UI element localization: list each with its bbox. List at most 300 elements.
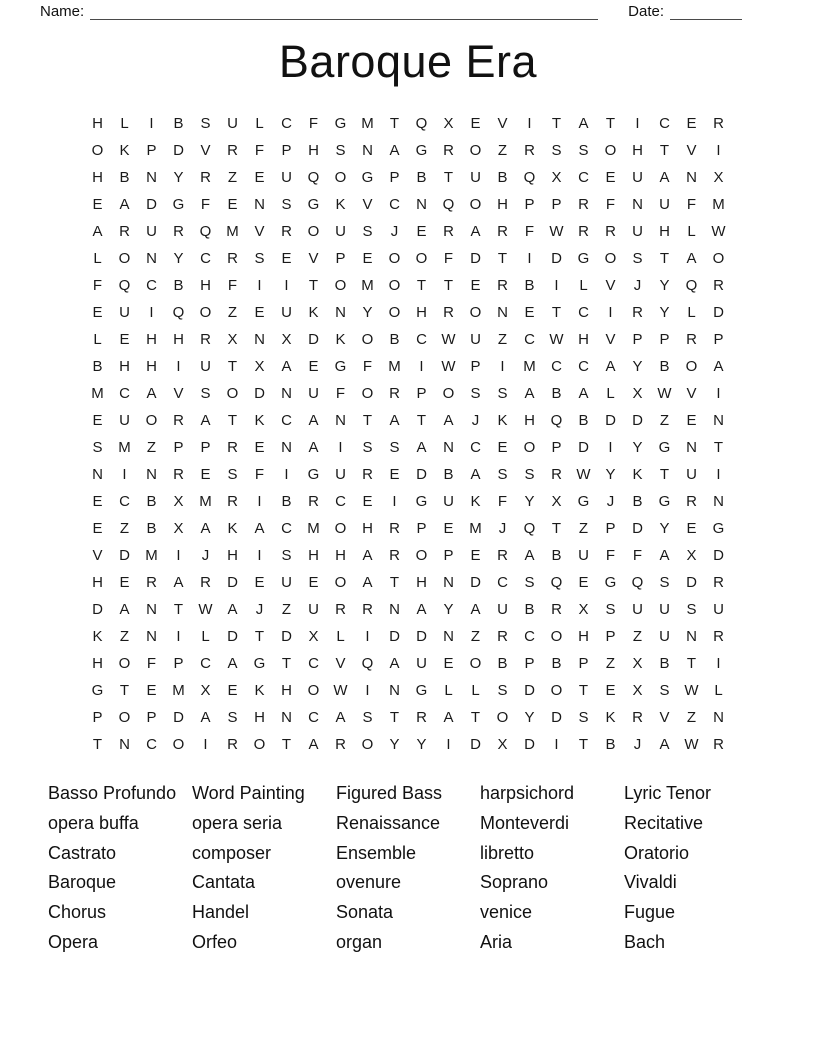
grid-row	[84, 272, 732, 299]
grid-letter: A	[308, 412, 319, 429]
grid-letter: X	[200, 682, 211, 699]
grid-letter: S	[605, 601, 616, 618]
grid-letter: N	[335, 304, 346, 321]
grid-letter: V	[659, 709, 670, 726]
grid-letter: C	[281, 412, 292, 429]
grid-letter: S	[470, 385, 481, 402]
grid-letter: T	[254, 628, 265, 645]
grid-letter: V	[173, 385, 184, 402]
grid-letter: X	[281, 331, 292, 348]
grid-letter: C	[308, 709, 319, 726]
grid-letter: O	[118, 655, 131, 672]
grid-letter: D	[308, 331, 319, 348]
grid-letter: Z	[281, 601, 292, 618]
grid-letter: A	[308, 439, 319, 456]
grid-letter: E	[443, 520, 454, 537]
grid-letter: T	[713, 439, 724, 456]
grid-letter: D	[578, 439, 589, 456]
grid-letter: M	[712, 196, 725, 213]
grid-letter: B	[632, 493, 643, 510]
grid-letter: W	[333, 682, 348, 699]
grid-letter: D	[416, 628, 427, 645]
grid-letter: B	[119, 169, 130, 186]
name-blank-line	[90, 4, 598, 20]
grid-letter: D	[524, 736, 535, 753]
grid-letter: P	[605, 520, 616, 537]
grid-letter: K	[470, 493, 481, 510]
word-list-item: Soprano	[480, 872, 549, 893]
grid-letter: R	[578, 196, 589, 213]
grid-letter: I	[419, 358, 424, 375]
grid-row	[84, 137, 732, 164]
grid-row	[84, 515, 732, 542]
grid-letter: K	[308, 304, 319, 321]
grid-letter: X	[173, 493, 184, 510]
word-list-column	[48, 779, 192, 958]
grid-letter: L	[579, 277, 588, 294]
grid-letter: N	[389, 682, 400, 699]
word-list-item: harpsichord	[480, 783, 575, 803]
grid-letter: D	[551, 709, 562, 726]
grid-letter: E	[227, 196, 238, 213]
grid-letter: T	[443, 169, 454, 186]
grid-letter: I	[446, 736, 451, 753]
grid-letter: H	[578, 628, 589, 645]
grid-letter: A	[146, 385, 157, 402]
grid-letter: A	[659, 736, 670, 753]
grid-letter: O	[469, 304, 482, 321]
grid-letter: P	[605, 628, 616, 645]
grid-letter: F	[686, 196, 697, 213]
grid-letter: I	[716, 466, 721, 483]
grid-letter: Z	[119, 520, 130, 537]
grid-letter: A	[362, 574, 373, 591]
grid-letter: I	[149, 304, 154, 321]
grid-letter: I	[257, 277, 262, 294]
grid-letter: B	[146, 493, 157, 510]
grid-letter: A	[92, 223, 103, 240]
grid-letter: P	[335, 250, 346, 267]
grid-letter: S	[335, 142, 346, 159]
word-list-item: ovenure	[336, 872, 402, 893]
grid-letter: A	[605, 358, 616, 375]
grid-letter: U	[632, 223, 643, 240]
grid-letter: A	[227, 655, 238, 672]
grid-letter: M	[226, 223, 239, 240]
grid-letter: E	[92, 412, 103, 429]
grid-row	[84, 569, 732, 596]
grid-letter: R	[443, 304, 454, 321]
grid-letter: Q	[685, 277, 698, 294]
grid-letter: Z	[497, 142, 508, 159]
grid-letter: C	[578, 304, 589, 321]
grid-letter: R	[497, 547, 508, 564]
grid-letter: A	[524, 385, 535, 402]
grid-letter: D	[281, 628, 292, 645]
grid-letter: D	[146, 196, 157, 213]
grid-letter: F	[497, 493, 508, 510]
grid-letter: X	[551, 493, 562, 510]
grid-letter: P	[551, 196, 562, 213]
grid-letter: O	[361, 736, 374, 753]
grid-letter: R	[227, 142, 238, 159]
grid-letter: E	[92, 493, 103, 510]
grid-letter: H	[524, 412, 535, 429]
grid-letter: O	[604, 250, 617, 267]
grid-letter: V	[200, 142, 211, 159]
grid-letter: N	[146, 250, 157, 267]
grid-letter: F	[254, 142, 265, 159]
grid-letter: R	[200, 331, 211, 348]
grid-letter: E	[254, 574, 265, 591]
grid-letter: O	[550, 682, 563, 699]
grid-letter: N	[686, 439, 697, 456]
grid-letter: K	[119, 142, 130, 159]
worksheet-header	[0, 0, 816, 20]
grid-letter: I	[284, 466, 289, 483]
grid-letter: H	[362, 520, 373, 537]
grid-letter: G	[307, 196, 320, 213]
grid-letter: N	[443, 439, 454, 456]
grid-letter: L	[93, 331, 102, 348]
grid-letter: N	[281, 385, 292, 402]
grid-letter: E	[470, 277, 481, 294]
grid-letter: F	[200, 196, 211, 213]
grid-row	[84, 299, 732, 326]
grid-letter: U	[200, 358, 211, 375]
grid-letter: J	[498, 520, 507, 537]
grid-letter: X	[227, 331, 238, 348]
word-list-item: Baroque	[48, 872, 117, 893]
grid-letter: S	[200, 115, 211, 132]
grid-letter: I	[608, 304, 613, 321]
grid-letter: P	[416, 520, 427, 537]
grid-letter: U	[659, 628, 670, 645]
grid-letter: U	[281, 304, 292, 321]
grid-letter: A	[578, 115, 589, 132]
grid-letter: I	[527, 250, 532, 267]
grid-letter: R	[713, 277, 724, 294]
grid-letter: R	[200, 169, 211, 186]
grid-letter: A	[470, 466, 481, 483]
grid-letter: I	[338, 439, 343, 456]
grid-letter: R	[173, 466, 184, 483]
grid-letter: A	[200, 709, 211, 726]
grid-letter: G	[604, 574, 617, 591]
grid-row	[84, 164, 732, 191]
grid-letter: S	[659, 682, 670, 699]
grid-letter: C	[578, 358, 589, 375]
grid-letter: L	[120, 115, 129, 132]
grid-letter: P	[659, 331, 670, 348]
grid-letter: A	[443, 709, 454, 726]
grid-letter: H	[200, 277, 211, 294]
word-list-item: Word Painting	[192, 783, 305, 803]
grid-letter: I	[392, 493, 397, 510]
word-list-item: Fugue	[624, 902, 676, 923]
grid-letter: H	[254, 709, 265, 726]
grid-letter: H	[308, 547, 319, 564]
grid-letter: Q	[550, 412, 563, 429]
grid-letter: E	[470, 115, 481, 132]
word-list-item: Ensemble	[336, 842, 417, 863]
grid-letter: P	[524, 196, 535, 213]
grid-letter: E	[362, 493, 373, 510]
grid-letter: R	[173, 223, 184, 240]
word-list-item: Orfeo	[192, 931, 238, 952]
grid-letter: R	[713, 574, 724, 591]
grid-letter: B	[605, 736, 616, 753]
grid-letter: C	[389, 196, 400, 213]
grid-letter: Q	[199, 223, 212, 240]
grid-letter: O	[685, 358, 698, 375]
grid-letter: R	[146, 574, 157, 591]
grid-letter: Y	[605, 466, 616, 483]
grid-letter: A	[308, 736, 319, 753]
grid-letter: G	[307, 466, 320, 483]
grid-letter: Q	[118, 277, 131, 294]
grid-letter: D	[92, 601, 103, 618]
grid-letter: Y	[362, 304, 373, 321]
grid-letter: A	[335, 709, 346, 726]
grid-letter: O	[334, 520, 347, 537]
grid-letter: U	[281, 169, 292, 186]
grid-letter: D	[470, 250, 481, 267]
grid-letter: C	[524, 331, 535, 348]
grid-letter: B	[146, 520, 157, 537]
grid-row	[84, 623, 732, 650]
grid-letter: O	[226, 385, 239, 402]
grid-letter: O	[307, 223, 320, 240]
grid-letter: O	[91, 142, 104, 159]
grid-letter: H	[632, 142, 643, 159]
grid-letter: T	[389, 709, 400, 726]
grid-letter: C	[416, 331, 427, 348]
grid-letter: C	[119, 385, 130, 402]
grid-letter: Y	[632, 439, 643, 456]
grid-letter: I	[554, 277, 559, 294]
word-list-item: Vivaldi	[624, 872, 677, 893]
grid-letter: E	[497, 439, 508, 456]
grid-letter: C	[308, 655, 319, 672]
grid-letter: T	[686, 655, 697, 672]
grid-row	[84, 326, 732, 353]
grid-letter: W	[441, 331, 456, 348]
grid-letter: L	[471, 682, 480, 699]
word-list-column	[192, 779, 336, 958]
grid-letter: L	[714, 682, 723, 699]
grid-letter: R	[443, 142, 454, 159]
grid-letter: S	[227, 709, 238, 726]
grid-letter: I	[635, 115, 640, 132]
grid-letter: L	[444, 682, 453, 699]
grid-letter: R	[200, 574, 211, 591]
grid-letter: R	[227, 439, 238, 456]
grid-letter: S	[362, 439, 373, 456]
grid-letter: I	[716, 142, 721, 159]
grid-letter: E	[686, 412, 697, 429]
grid-letter: K	[254, 412, 265, 429]
grid-letter: X	[173, 520, 184, 537]
grid-letter: S	[497, 385, 508, 402]
grid-letter: O	[199, 304, 212, 321]
grid-letter: O	[172, 736, 185, 753]
grid-letter: U	[686, 466, 697, 483]
grid-letter: B	[416, 169, 427, 186]
grid-letter: T	[551, 115, 562, 132]
grid-letter: M	[307, 520, 320, 537]
grid-letter: R	[335, 736, 346, 753]
grid-letter: U	[632, 169, 643, 186]
grid-letter: B	[524, 277, 535, 294]
grid-letter: E	[524, 304, 535, 321]
grid-letter: C	[551, 358, 562, 375]
grid-letter: E	[146, 682, 157, 699]
grid-letter: G	[415, 493, 428, 510]
grid-letter: U	[119, 304, 130, 321]
grid-letter: V	[92, 547, 103, 564]
grid-letter: V	[686, 385, 697, 402]
grid-letter: Y	[632, 358, 643, 375]
grid-letter: Q	[172, 304, 185, 321]
grid-letter: Z	[659, 412, 670, 429]
grid-letter: K	[497, 412, 508, 429]
grid-letter: D	[632, 412, 643, 429]
grid-letter: S	[497, 682, 508, 699]
grid-letter: T	[389, 574, 400, 591]
grid-row	[84, 461, 732, 488]
grid-letter: J	[390, 223, 399, 240]
grid-letter: X	[632, 385, 643, 402]
grid-letter: Z	[632, 628, 643, 645]
grid-letter: A	[524, 547, 535, 564]
grid-letter: E	[281, 250, 292, 267]
grid-letter: I	[608, 439, 613, 456]
grid-letter: A	[389, 412, 400, 429]
grid-letter: C	[119, 493, 130, 510]
grid-letter: T	[281, 736, 292, 753]
word-list-column	[624, 779, 768, 958]
grid-letter: V	[686, 142, 697, 159]
grid-letter: A	[389, 142, 400, 159]
grid-letter: R	[551, 466, 562, 483]
grid-letter: T	[578, 736, 589, 753]
grid-letter: S	[686, 601, 697, 618]
grid-letter: W	[549, 223, 564, 240]
grid-letter: Q	[415, 115, 428, 132]
grid-letter: X	[632, 655, 643, 672]
grid-letter: I	[257, 547, 262, 564]
grid-letter: Y	[659, 304, 670, 321]
grid-letter: F	[335, 385, 346, 402]
grid-letter: C	[281, 520, 292, 537]
grid-letter: I	[122, 466, 127, 483]
grid-row	[84, 677, 732, 704]
grid-letter: N	[632, 196, 643, 213]
grid-letter: M	[118, 439, 131, 456]
word-list-item: Sonata	[336, 902, 394, 923]
grid-letter: V	[254, 223, 265, 240]
grid-letter: B	[389, 331, 400, 348]
grid-letter: K	[254, 682, 265, 699]
grid-letter: E	[227, 682, 238, 699]
grid-letter: N	[389, 601, 400, 618]
grid-letter: Q	[442, 196, 455, 213]
grid-letter: V	[497, 115, 508, 132]
grid-letter: P	[173, 439, 184, 456]
grid-letter: R	[389, 520, 400, 537]
word-list-item: Oratorio	[624, 842, 690, 863]
grid-letter: S	[92, 439, 103, 456]
grid-letter: J	[606, 493, 615, 510]
grid-letter: E	[605, 169, 616, 186]
grid-letter: A	[416, 601, 427, 618]
grid-letter: T	[119, 682, 130, 699]
grid-letter: M	[361, 277, 374, 294]
grid-letter: X	[551, 169, 562, 186]
grid-letter: R	[443, 223, 454, 240]
grid-letter: T	[227, 358, 238, 375]
grid-letter: G	[577, 250, 590, 267]
grid-letter: A	[470, 601, 481, 618]
grid-letter: Q	[523, 520, 536, 537]
grid-letter: B	[659, 655, 670, 672]
grid-letter: A	[470, 223, 481, 240]
grid-letter: P	[524, 655, 535, 672]
word-list-item: opera seria	[192, 812, 283, 833]
grid-letter: R	[578, 223, 589, 240]
grid-letter: N	[713, 412, 724, 429]
grid-letter: Y	[416, 736, 427, 753]
grid-letter: U	[281, 574, 292, 591]
grid-letter: X	[308, 628, 319, 645]
grid-letter: L	[93, 250, 102, 267]
grid-letter: H	[146, 331, 157, 348]
grid-letter: R	[686, 493, 697, 510]
word-list-item: Bach	[624, 931, 666, 952]
grid-letter: T	[416, 412, 427, 429]
grid-letter: A	[416, 439, 427, 456]
grid-letter: P	[713, 331, 724, 348]
grid-letter: T	[92, 736, 103, 753]
grid-letter: S	[362, 709, 373, 726]
grid-letter: M	[91, 385, 104, 402]
grid-letter: U	[335, 466, 346, 483]
word-list-item: Cantata	[192, 872, 256, 893]
grid-letter: I	[365, 628, 370, 645]
grid-letter: D	[254, 385, 265, 402]
grid-letter: N	[281, 709, 292, 726]
grid-letter: B	[551, 385, 562, 402]
grid-letter: J	[255, 601, 264, 618]
word-list-item: composer	[192, 842, 272, 863]
grid-letter: N	[686, 169, 697, 186]
grid-row	[84, 245, 732, 272]
grid-letter: K	[227, 520, 238, 537]
grid-letter: T	[173, 601, 184, 618]
grid-letter: U	[308, 601, 319, 618]
grid-letter: M	[388, 358, 401, 375]
word-list-item: Handel	[192, 902, 250, 923]
grid-letter: Z	[578, 520, 589, 537]
grid-letter: E	[119, 574, 130, 591]
grid-letter: R	[632, 304, 643, 321]
grid-letter: S	[659, 574, 670, 591]
grid-letter: J	[201, 547, 210, 564]
grid-letter: R	[605, 223, 616, 240]
grid-letter: R	[227, 736, 238, 753]
grid-letter: A	[578, 385, 589, 402]
